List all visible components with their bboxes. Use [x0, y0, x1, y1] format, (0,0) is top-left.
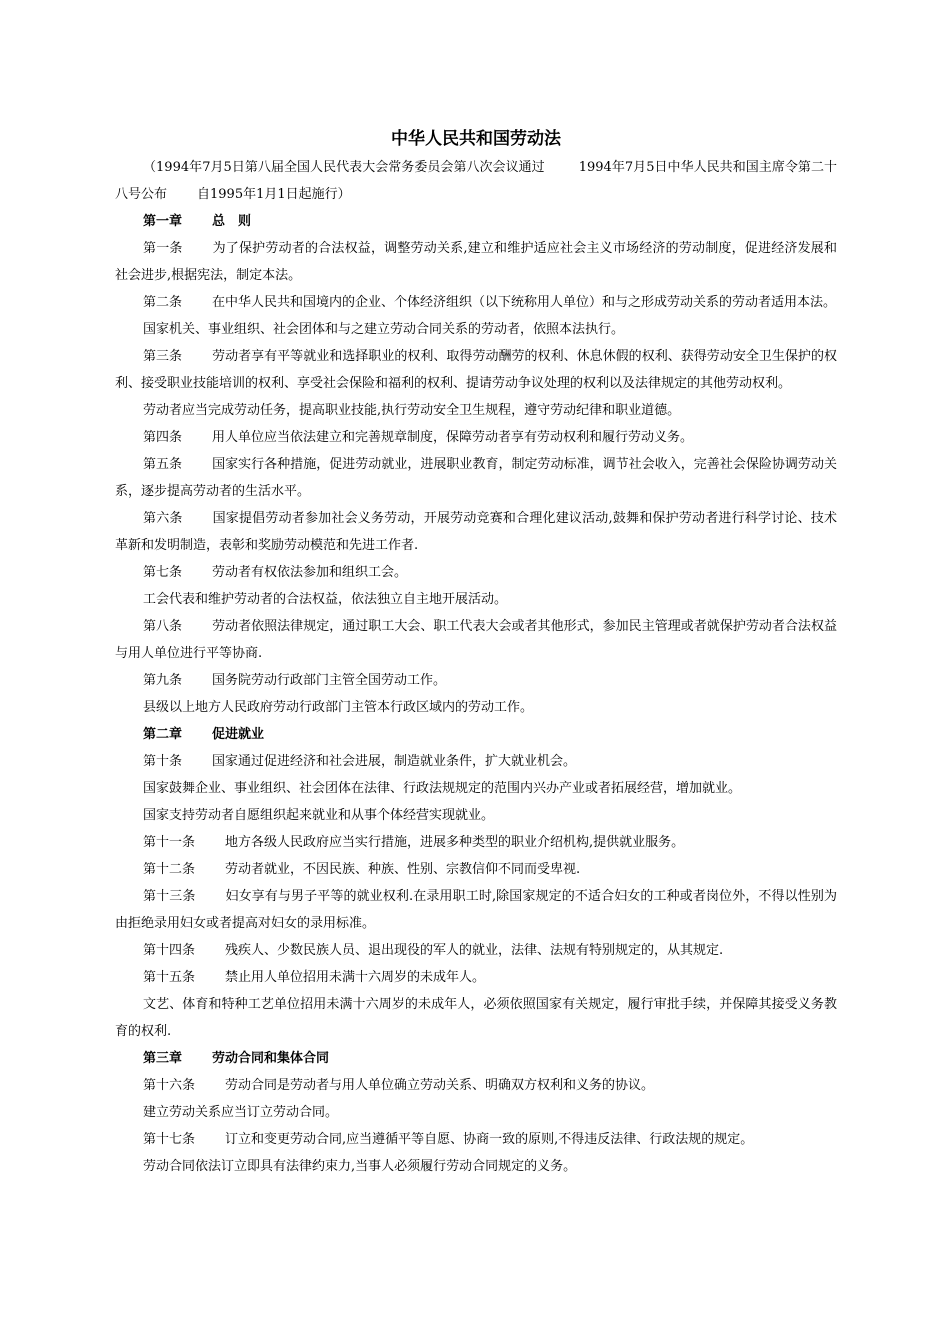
article-17	[115, 1126, 837, 1153]
article-text: 劳动者就业，不因民族、种族、性别、宗教信仰不同而受卑视.	[225, 862, 581, 877]
article-7	[115, 559, 837, 586]
article-text: 劳动合同是劳动者与用人单位确立劳动关系、明确双方权利和义务的协议。	[225, 1078, 655, 1093]
article-16-paragraph-2: 建立劳动关系应当订立劳动合同。	[143, 1105, 339, 1120]
article-label: 第十二条	[143, 862, 196, 877]
article-11	[115, 829, 837, 856]
chapter-label: 第二章	[143, 727, 183, 742]
article-3	[115, 343, 837, 397]
article-16	[115, 1072, 837, 1099]
article-label: 第三条	[143, 349, 183, 364]
article-label: 第十三条	[143, 889, 196, 904]
chapter-heading	[115, 721, 837, 748]
article-text: 残疾人、少数民族人员、退出现役的军人的就业，法律、法规有特别规定的，从其规定.	[225, 943, 724, 958]
article-10	[115, 748, 837, 775]
article-6	[115, 505, 837, 559]
document-title: 中华人民共和国劳动法	[391, 129, 561, 149]
article-text: 禁止用人单位招用未满十六周岁的未成年人。	[225, 970, 486, 985]
preamble	[115, 154, 837, 208]
article-label: 第八条	[143, 619, 183, 634]
chapter-name: 总 则	[212, 214, 252, 229]
article-1	[115, 235, 837, 289]
chapter-name: 促进就业	[212, 727, 265, 742]
article-text: 国家通过促进经济和社会进展，制造就业条件，扩大就业机会。	[212, 754, 577, 769]
article-text: 为了保护劳动者的合法权益，调整劳动关系,建立和维护适应社会主义市场经济的劳动制度，促进经济发展和社会进步,根据宪法，制定本法。	[115, 241, 837, 283]
article-label: 第十四条	[143, 943, 196, 958]
article-label: 第十条	[143, 754, 183, 769]
chapter-name: 劳动合同和集体合同	[212, 1051, 330, 1066]
article-label: 第二条	[143, 295, 183, 310]
article-2-paragraph-2: 国家机关、事业组织、社会团体和与之建立劳动合同关系的劳动者，依照本法执行。	[143, 322, 625, 337]
article-9-paragraph-2: 县级以上地方人民政府劳动行政部门主管本行政区域内的劳动工作。	[143, 700, 534, 715]
article-label: 第六条	[143, 511, 183, 526]
article-7-paragraph-2: 工会代表和维护劳动者的合法权益，依法独立自主地开展活动。	[143, 592, 508, 607]
article-12	[115, 856, 837, 883]
chapter-label: 第三章	[143, 1051, 183, 1066]
article-label: 第十五条	[143, 970, 196, 985]
article-17-paragraph-2: 劳动合同依法订立即具有法律约束力,当事人必须履行劳动合同规定的义务。	[143, 1159, 577, 1174]
chapter-label: 第一章	[143, 214, 183, 229]
article-label: 第十七条	[143, 1132, 196, 1147]
article-text: 用人单位应当依法建立和完善规章制度，保障劳动者享有劳动权利和履行劳动义务。	[212, 430, 694, 445]
article-label: 第九条	[143, 673, 183, 688]
article-text: 国务院劳动行政部门主管全国劳动工作。	[212, 673, 447, 688]
article-text: 劳动者享有平等就业和选择职业的权利、取得劳动酬劳的权利、休息休假的权利、获得劳动安全卫生保护的权利、接受职业技能培训的权利、享受社会保险和福利的权利、提请劳动争议处理的权利以及法律规定的其他劳动权利。	[115, 349, 837, 391]
article-text: 劳动者依照法律规定，通过职工大会、职工代表大会或者其他形式，参加民主管理或者就保护劳动者合法权益与用人单位进行平等协商.	[115, 619, 837, 661]
article-4	[115, 424, 837, 451]
document-page	[115, 124, 837, 1180]
article-14	[115, 937, 837, 964]
article-10-paragraph-3: 国家支持劳动者自愿组织起来就业和从事个体经营实现就业。	[143, 808, 495, 823]
article-text: 地方各级人民政府应当实行措施，进展多种类型的职业介绍机构,提供就业服务。	[225, 835, 685, 850]
preamble-adoption: （1994年7月5日第八届全国人民代表大会常务委员会第八次会议通过	[143, 160, 545, 175]
preamble-promulgation: 1994年7月5日中华人民共和国主席令第二十八号公布	[115, 160, 837, 202]
chapter-heading	[115, 208, 837, 235]
article-label: 第十一条	[143, 835, 196, 850]
article-label: 第一条	[143, 241, 183, 256]
article-label: 第十六条	[143, 1078, 196, 1093]
article-9	[115, 667, 837, 694]
article-10-paragraph-2: 国家鼓舞企业、事业组织、社会团体在法律、行政法规规定的范围内兴办产业或者拓展经营，增加就业。	[143, 781, 742, 796]
article-text: 妇女享有与男子平等的就业权利.在录用职工时,除国家规定的不适合妇女的工种或者岗位外，不得以性别为由拒绝录用妇女或者提高对妇女的录用标准。	[115, 889, 837, 931]
article-label: 第四条	[143, 430, 183, 445]
article-15-paragraph-2: 文艺、体育和特种工艺单位招用未满十六周岁的未成年人，必须依照国家有关规定，履行审批手续，并保障其接受义务教育的权利.	[115, 997, 837, 1039]
article-label: 第七条	[143, 565, 183, 580]
article-8	[115, 613, 837, 667]
article-text: 订立和变更劳动合同,应当遵循平等自愿、协商一致的原则,不得违反法律、行政法规的规定。	[225, 1132, 754, 1147]
article-15	[115, 964, 837, 991]
article-text: 国家实行各种措施，促进劳动就业，进展职业教育，制定劳动标准，调节社会收入，完善社会保险协调劳动关系，逐步提高劳动者的生活水平。	[115, 457, 837, 499]
article-13	[115, 883, 837, 937]
article-5	[115, 451, 837, 505]
article-3-paragraph-2: 劳动者应当完成劳动任务，提高职业技能,执行劳动安全卫生规程，遵守劳动纪律和职业道德。	[143, 403, 681, 418]
article-2	[115, 289, 837, 316]
article-text: 在中华人民共和国境内的企业、个体经济组织（以下统称用人单位）和与之形成劳动关系的劳动者适用本法。	[212, 295, 837, 310]
preamble-effective: 自1995年1月1日起施行）	[197, 187, 351, 202]
article-label: 第五条	[143, 457, 183, 472]
article-text: 劳动者有权依法参加和组织工会。	[212, 565, 408, 580]
chapter-heading	[115, 1045, 837, 1072]
article-text: 国家提倡劳动者参加社会义务劳动，开展劳动竞赛和合理化建议活动,鼓舞和保护劳动者进行科学讨论、技术革新和发明制造，表彰和奖励劳动模范和先进工作者.	[115, 511, 837, 553]
